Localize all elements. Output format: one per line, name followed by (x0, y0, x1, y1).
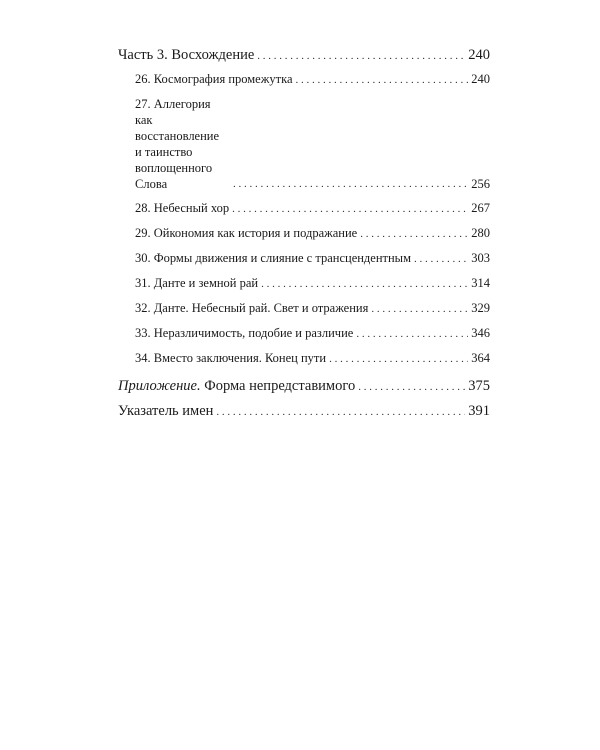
toc-entry-title: Указатель имен (118, 403, 214, 419)
toc-entry-page: 303 (471, 251, 490, 265)
dot-leader (414, 251, 468, 267)
toc-entry-chapter-28 (118, 200, 490, 217)
toc-entry-title: 31. Данте и земной рай (135, 276, 259, 290)
dot-leader (257, 48, 465, 64)
dot-leader (356, 326, 468, 342)
appendix-label-rest: Форма непредставимого (204, 378, 356, 394)
toc-entry-page: 329 (471, 301, 490, 315)
toc-entry-page: 256 (471, 177, 490, 191)
toc-entry-page: 314 (471, 276, 490, 290)
toc-entry-chapter-29 (118, 225, 490, 242)
dot-leader (261, 276, 468, 292)
dot-leader (216, 404, 465, 420)
toc-entry-title: 32. Данте. Небесный рай. Свет и отражения (135, 301, 369, 315)
table-of-contents (118, 47, 490, 420)
toc-entry-page: 240 (471, 72, 490, 86)
toc-entry-page: 240 (468, 47, 490, 63)
dot-leader (296, 72, 469, 88)
toc-entry-title: 33. Неразличимость, подобие и различие (135, 326, 354, 340)
toc-entry-page: 391 (468, 403, 490, 419)
toc-entry-page: 280 (471, 226, 490, 240)
dot-leader (360, 226, 468, 242)
toc-entry-part-3 (118, 47, 490, 64)
toc-entry-title: 30. Формы движения и слияние с трансцендентным (135, 251, 411, 265)
toc-entry-chapter-30 (118, 250, 490, 267)
toc-entry-chapter-26 (118, 71, 490, 88)
toc-entry-title: 26. Космография промежутка (135, 72, 293, 86)
dot-leader (371, 301, 468, 317)
toc-entry-chapter-33 (118, 325, 490, 342)
dot-leader (329, 351, 468, 367)
toc-entry-title: 29. Ойкономия как история и подражание (135, 226, 358, 240)
toc-entry-title: 28. Небесный хор (135, 201, 230, 215)
toc-entry-chapter-31 (118, 275, 490, 292)
toc-entry-title: Часть 3. Восхождение (118, 47, 255, 63)
toc-entry-title-line: 27. Аллегория как восстановление (135, 97, 220, 143)
toc-entry-index (118, 403, 490, 420)
toc-entry-title: 34. Вместо заключения. Конец пути (135, 351, 327, 365)
toc-entry-title (135, 96, 230, 192)
toc-entry-chapter-27 (118, 96, 490, 192)
toc-entry-chapter-32 (118, 300, 490, 317)
toc-entry-appendix (118, 378, 490, 395)
appendix-label-italic: Приложение. (118, 378, 201, 394)
toc-entry-chapter-34 (118, 350, 490, 367)
toc-entry-page: 364 (471, 351, 490, 365)
toc-entry-page: 267 (471, 201, 490, 215)
toc-entry-page: 346 (471, 326, 490, 340)
toc-entry-title-line: и таинство воплощенного Слова (135, 145, 213, 191)
dot-leader (232, 201, 468, 217)
toc-entry-title (118, 378, 355, 394)
dot-leader (233, 176, 468, 192)
dot-leader (358, 379, 465, 395)
toc-entry-page: 375 (468, 378, 490, 394)
